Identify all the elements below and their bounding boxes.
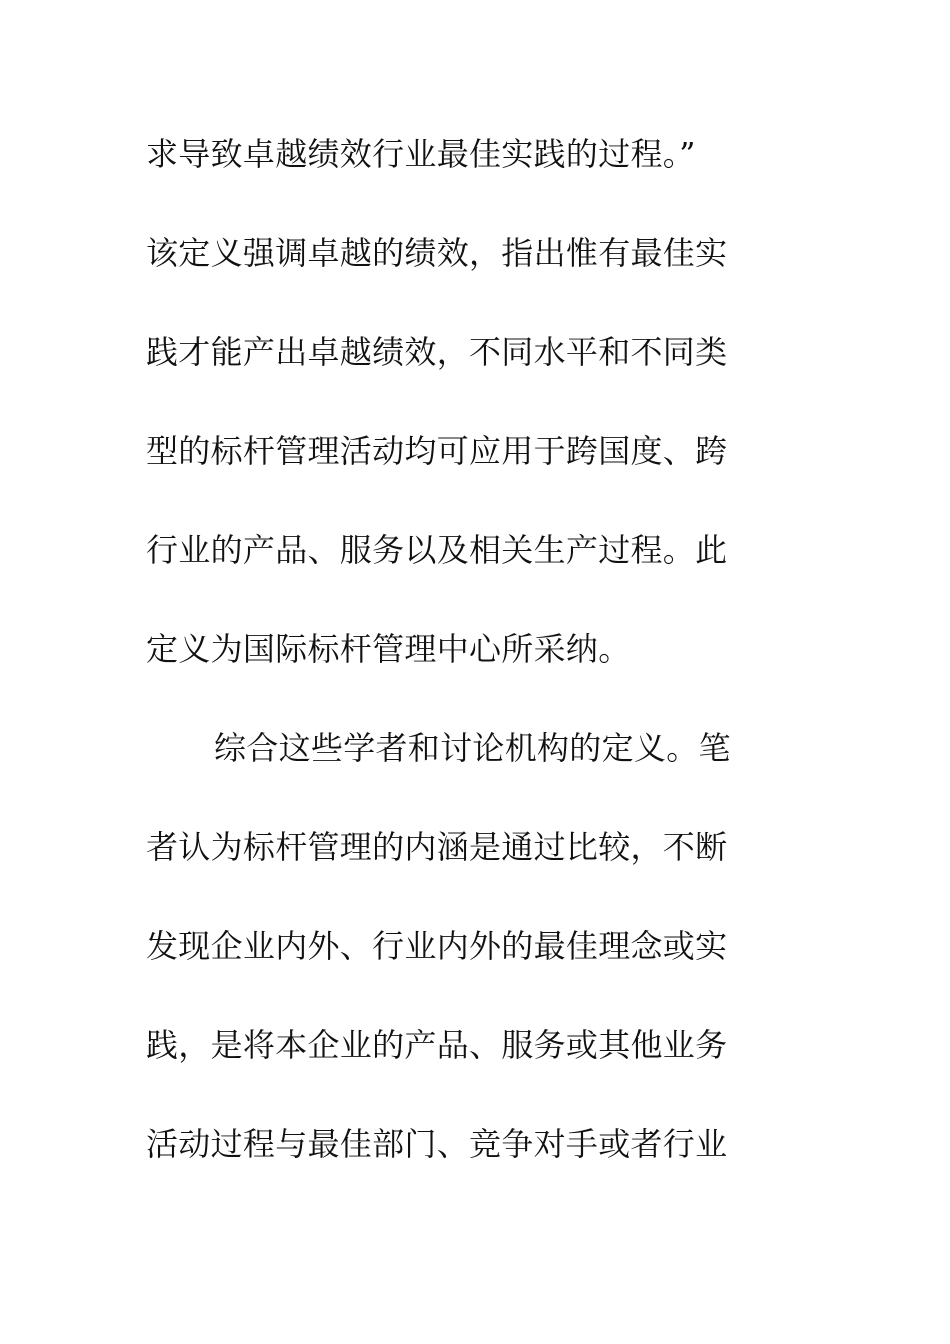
- text-line: 型的标杆管理活动均可应用于跨国度、跨: [146, 432, 728, 470]
- body-text: [146, 124, 786, 1213]
- text-line: 求导致卓越绩效行业最佳实践的过程。”: [146, 135, 696, 173]
- text-line: 定义为国际标杆管理中心所采纳。: [146, 630, 631, 668]
- paragraph-start-line: 综合这些学者和讨论机构的定义。笔: [214, 729, 731, 767]
- text-line: 活动过程与最佳部门、竞争对手或者行业: [146, 1125, 728, 1163]
- text-line: 行业的产品、服务以及相关生产过程。此: [146, 531, 728, 569]
- text-line: 践，是将本企业的产品、服务或其他业务: [146, 1026, 728, 1064]
- text-line: 者认为标杆管理的内涵是通过比较，不断: [146, 828, 728, 866]
- text-line: 该定义强调卓越的绩效，指出惟有最佳实: [146, 234, 728, 272]
- text-line: 发现企业内外、行业内外的最佳理念或实: [146, 927, 728, 965]
- text-line: 践才能产出卓越绩效，不同水平和不同类: [146, 333, 728, 371]
